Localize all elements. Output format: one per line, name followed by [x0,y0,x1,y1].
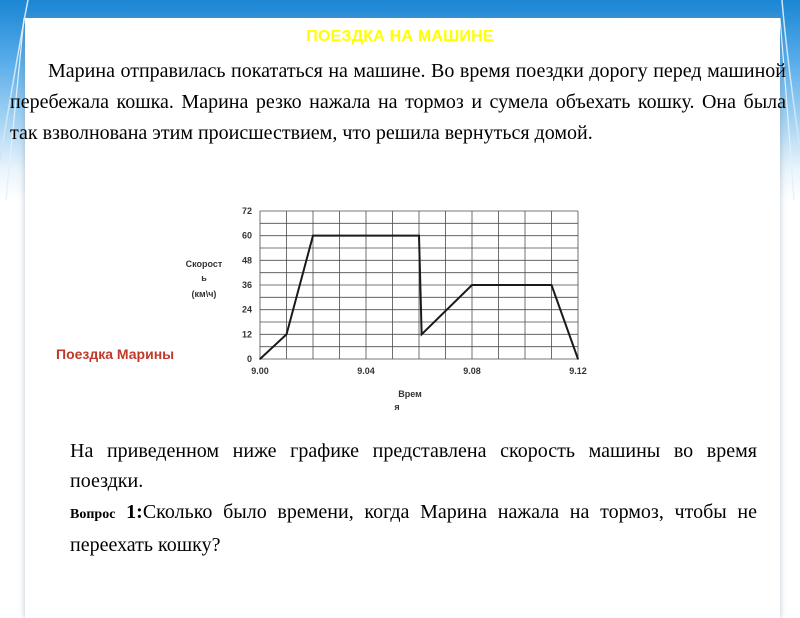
speed-point [551,284,553,286]
x-tick-label: 9.08 [463,366,481,376]
chart-caption: Поездка Марины [56,346,175,362]
y-tick-label: 24 [241,304,252,315]
x-axis-ticks [251,366,587,376]
y-axis-label: ь [201,273,207,283]
x-axis-label: Врем [398,389,422,399]
intro-paragraph: Марина отправилась покататься на машине. Во время поездки дорогу перед машиной перебежала кошка. Марина резко нажала на тормоз и сумела объехать кошку. Она была так взволнована этим происшествием, что решила вернуться домой. [10,60,786,144]
x-tick-label: 9.04 [357,366,375,376]
question-1 [70,497,757,560]
question-text: Сколько было времени, когда Марина нажала на тормоз, чтобы не переехать кошку? [70,501,758,556]
speed-point [471,284,473,286]
slide-title: ПОЕЗДКА НА МАШИНЕ [306,28,494,45]
speed-point [312,235,314,237]
y-axis-label: Скорост [185,259,223,269]
axis-labels [186,259,422,412]
speed-point [286,334,288,336]
y-tick-label: 36 [241,280,252,290]
speed-point [418,235,420,237]
y-tick-label: 72 [241,206,252,216]
y-tick-label: 48 [241,255,252,266]
y-axis-label: (км\ч) [191,289,217,299]
y-tick-label: 60 [241,230,252,241]
y-axis-ticks [242,206,252,364]
x-tick-label: 9.12 [569,366,587,376]
question-label: Вопрос [70,507,116,522]
speed-point [259,358,261,360]
chart-description: На приведенном ниже графике представлена скорость машины во время поездки. [70,440,757,492]
speed-point [577,358,579,360]
speed-point [421,334,423,336]
question-number: 1: [126,501,143,523]
y-tick-label: 12 [241,329,252,340]
y-tick-label: 0 [246,354,252,364]
x-tick-label: 9.00 [251,366,269,376]
x-axis-label: я [394,402,400,412]
